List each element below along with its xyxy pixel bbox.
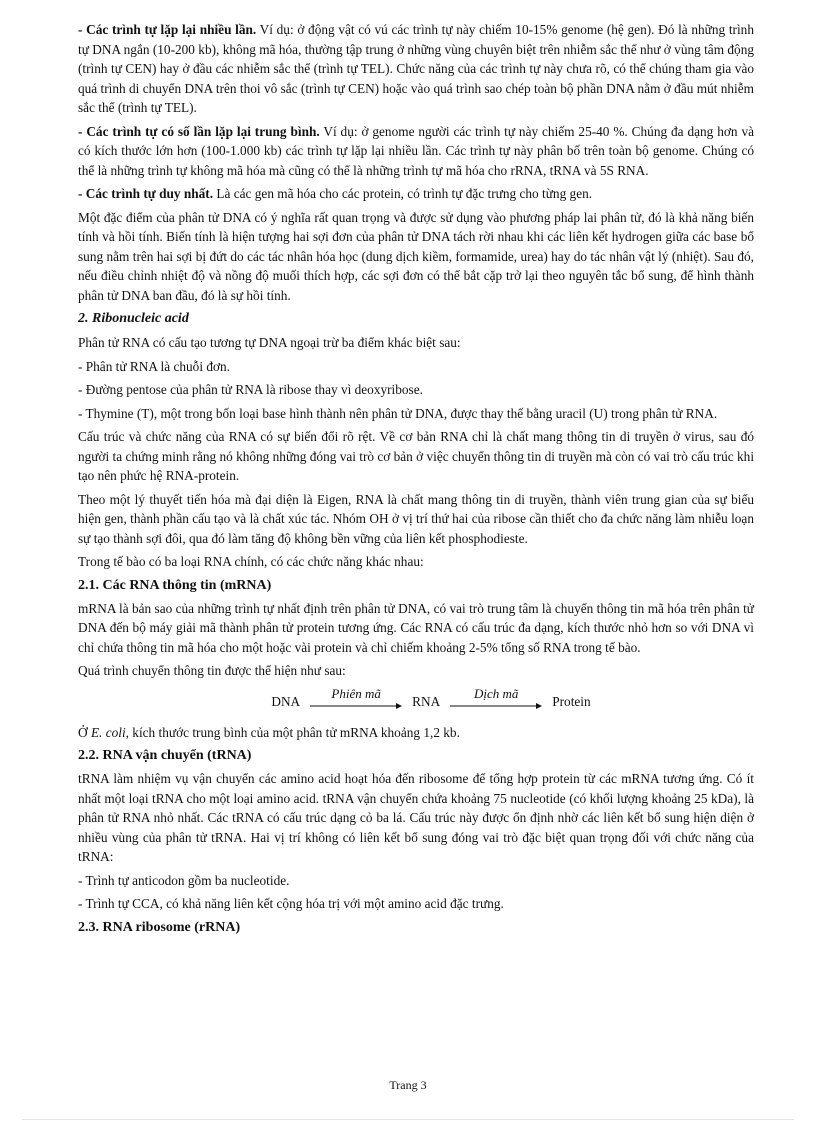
- bullet-cca: - Trình tự CCA, có khả năng liên kết cộng hóa trị với một amino acid đặc trưng.: [78, 896, 504, 911]
- ecoli-species: E. coli: [90, 724, 126, 740]
- ecoli-prefix: Ở: [78, 724, 91, 740]
- paragraph-flow-intro: Quá trình chuyển thông tin được thể hiện như sau:: [78, 663, 346, 678]
- text-unique: Là các gen mã hóa cho các protein, có trình tự đặc trưng cho từng gen.: [213, 186, 593, 201]
- information-flow-diagram: [78, 685, 754, 719]
- paragraph-eigen-theory: Theo một lý thuyết tiến hóa mà đại diện là Eigen, RNA là chất mang thông tin di truyền, thành viên trung gian của sự biểu hiện gen, thành phần cấu tạo và là chất xúc tác. Nhóm OH ở vị trí thứ hai của ribose cần thiết cho đa chức năng làm nhiễu loạn sự tạo thành sợi đôi, qua đó làm tăng độ không bền vững của liên kết phosphodieste.: [78, 491, 754, 546]
- term-highly-repeated: - Các trình tự lặp lại nhiều lần.: [78, 22, 257, 37]
- bullet-single-strand: - Phân tử RNA là chuỗi đơn.: [78, 358, 230, 374]
- transcription-arrow: [310, 687, 402, 717]
- transcription-label: Phiên mã: [331, 685, 381, 701]
- arrow-right-icon: [310, 701, 402, 711]
- heading-mrna: 2.1. Các RNA thông tin (mRNA): [78, 577, 272, 593]
- ecoli-suffix: , kích thước trung bình của một phân tử mRNA khoảng 1,2 kb.: [125, 724, 460, 740]
- paragraph-denaturation: Một đặc điểm của phân tử DNA có ý nghĩa rất quan trọng và được sử dụng vào phương pháp lai phân tử, đó là khả năng biến tính và hồi tính. Biến tính là hiện tượng hai sợi đơn của phân tử DNA tách rời nhau khi các liên kết hydrogen giữa các base bổ sung nằm trên hai sợi bị đứt do các tác nhân hóa học (dung dịch kiềm, formamide, urea) hay do tác nhân vật lý (nhiệt). Sau đó, nếu điều chỉnh nhiệt độ và nồng độ muối thích hợp, các sợi đơn có thể bắt cặp trở lại theo nguyên tắc bổ sung, để hình thành phân tử DNA ban đầu, đó là sự hồi tính.: [78, 209, 754, 303]
- flow-node-protein: Protein: [552, 693, 591, 709]
- paragraph-rna-types: Trong tế bào có ba loại RNA chính, có các chức năng khác nhau:: [78, 554, 424, 569]
- heading-trna: 2.2. RNA vận chuyển (tRNA): [78, 748, 252, 763]
- paragraph-rna-structure: Cấu trúc và chức năng của RNA có sự biến đổi rõ rệt. Về cơ bản RNA chỉ là chất mang thông tin di truyền ở virus, sau đó người ta chứng minh rằng nó không những đóng vai trò cơ bản ở việc chuyển thông tin di truyền mà còn có vai trò cấu trúc khi tạo nên phức hệ RNA-protein.: [78, 429, 755, 483]
- bullet-uracil: - Thymine (T), một trong bốn loại base hình thành nên phân tử DNA, được thay thế bằng uracil (U) trong phân tử RNA.: [78, 405, 718, 421]
- page-bottom-divider: [22, 1119, 794, 1120]
- heading-rrna: 2.3. RNA ribosome (rRNA): [78, 919, 241, 935]
- term-unique: - Các trình tự duy nhất.: [78, 186, 214, 201]
- document-page: [78, 20, 754, 941]
- term-moderate-repeated: - Các trình tự có số lần lặp lại trung bình.: [78, 123, 320, 139]
- arrow-right-icon: [450, 701, 542, 711]
- text-highly-repeated: Ví dụ: ở động vật có vú các trình tự này chiếm 10-15% genome (hệ gen). Đó là những trình tự DNA ngắn (10-200 kb), không mã hóa, thường tập trung ở những vùng chuyên biệt trên nhiễm sắc thể như ở vùng tâm động (trình tự CEN) hay ở đầu các nhiễm sắc thể (trình tự TEL). Chức năng của các trình tự này chưa rõ, có thể chúng tham gia vào quá trình di chuyển DNA trên thoi vô sắc (trình tự CEN) hoặc vào quá trình sao chép toàn bộ phần DNA nằm ở đầu mút nhiễm sắc thể (trình tự TEL).: [78, 22, 754, 115]
- flow-node-rna: RNA: [412, 693, 441, 709]
- paragraph-unique-sequences: [78, 184, 754, 204]
- paragraph-moderate-repeats: [78, 122, 754, 181]
- paragraph-rna-intro: Phân tử RNA có cấu tạo tương tự DNA ngoại trừ ba điểm khác biệt sau:: [78, 335, 461, 350]
- translation-label: Dịch mã: [474, 685, 519, 701]
- paragraph-mrna: mRNA là bản sao của những trình tự nhất định trên phân tử DNA, có vai trò trung tâm là chuyển thông tin mã hóa trên phân tử DNA đến bộ máy giải mã thành phân tử protein tương ứng. Các RNA có cấu trúc đa dạng, kích thước nhỏ hơn so với DNA vì chỉ chứa thông tin mã hóa cho một hoặc vài protein và chỉ chiếm khoảng 2-5% tổng số RNA trong tế bào.: [78, 600, 754, 655]
- translation-arrow: [450, 687, 542, 717]
- text-moderate-repeated: Ví dụ: ở genome người các trình tự này chiếm 25-40 %. Chúng đa dạng hơn và có kích thước lớn hơn (100-1.000 kb) các trình tự lặp lại nhiều lần. Các trình tự này phân bố trên toàn bộ genome. Chúng có thể là những trình tự không mã hóa mà cũng có thể là những trình tự mã hóa cho rRNA, tRNA và 5S RNA.: [78, 123, 754, 178]
- heading-ribonucleic-acid: 2. Ribonucleic acid: [78, 311, 189, 326]
- flow-node-dna: DNA: [271, 693, 301, 709]
- bullet-ribose: - Đường pentose của phân tử RNA là ribose thay vì deoxyribose.: [78, 382, 423, 397]
- bullet-anticodon: - Trình tự anticodon gồm ba nucleotide.: [78, 872, 290, 888]
- paragraph-ecoli: [78, 723, 754, 743]
- paragraph-repeated-sequences: [78, 20, 754, 118]
- page-number: Trang 3: [389, 1078, 427, 1092]
- paragraph-trna: tRNA làm nhiệm vụ vận chuyển các amino acid hoạt hóa đến ribosome để tổng hợp protein từ các mRNA tương ứng. Có ít nhất một loại tRNA cho một loại amino acid. tRNA vận chuyển chứa khoảng 75 nucleotide (có khối lượng khoảng 25 kDa), là phân tử RNA nhỏ nhất. Các tRNA có cấu trúc dạng cỏ ba lá. Cấu trúc này được ổn định nhờ các liên kết bổ sung hiện diện ở nhiều vùng của phân tử tRNA. Hai vị trí không có liên kết bổ sung đóng vai trò đặc biệt quan trọng đối với chức năng của tRNA:: [78, 771, 754, 864]
